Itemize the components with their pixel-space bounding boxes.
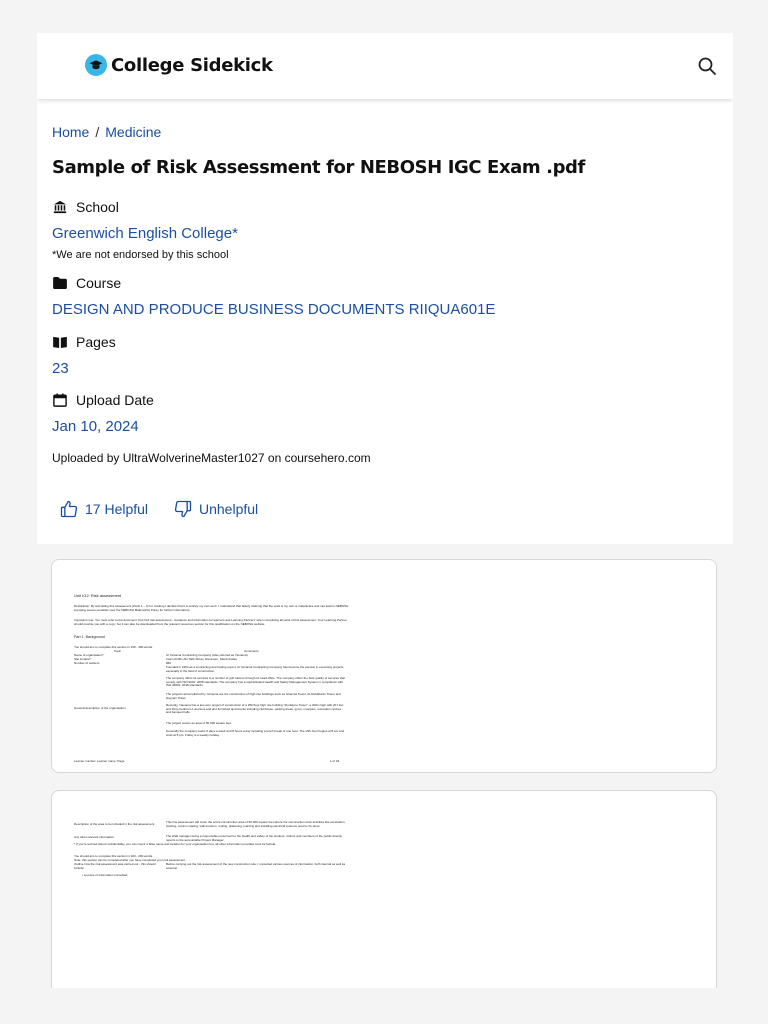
preview-col-topic: Topic	[114, 649, 122, 653]
school-link[interactable]: Greenwich English College*	[52, 225, 238, 242]
page-background-bottom	[0, 988, 768, 1024]
upload-date-value: Jan 10, 2024	[52, 418, 139, 435]
upload-date-label	[52, 392, 154, 408]
preview-row-comment: Imam Ali Bin Abi Talib Street, Dammam, Saudi Arabia	[166, 657, 237, 661]
document-preview-page-1[interactable]	[51, 559, 717, 773]
preview-row-comment: The HSE manager being a responsible personnel for the health and safety of the workers, visitors and members of the public directly reports to the accountable Project Manager.	[166, 834, 342, 842]
unhelpful-label: Unhelpful	[199, 501, 259, 517]
preview-row-topic: Name of organisation*	[74, 653, 104, 657]
preview-bullet-text: sources of information consulted;	[83, 873, 128, 877]
school-disclaimer: *We are not endorsed by this school	[52, 249, 229, 261]
brand-logo[interactable]	[85, 54, 273, 76]
page-title: Sample of Risk Assessment for NEBOSH IGC Exam .pdf	[52, 157, 585, 178]
breadcrumb	[52, 124, 161, 140]
graduation-cap-icon	[85, 54, 107, 76]
breadcrumb-home[interactable]: Home	[52, 124, 90, 140]
preview-row-comment: This risk assessment will cover the entire construction area of 50,000 square feet where the construction work activities like excavation, hoisting, column casting, wall erection, roofing, plastering, painting and installing electrical systems need to be done.	[166, 820, 346, 828]
preview-instruction: Note: this section can be completed after you have completed your risk assessment.	[74, 858, 186, 862]
preview-paragraph: Recently, Yamama has a just won project of construction of a 250 floor high rise building "Floradyne Tower", a 200m high with 20 f low and three bedroom Luxurious and and furnished apartments including clubhouse, parking areas, gyms, mosques, recreation centres and banquet halls.	[166, 703, 344, 715]
preview-footer-right: 1 of 23	[330, 759, 340, 763]
helpful-label: 17 Helpful	[85, 501, 149, 517]
breadcrumb-separator: /	[95, 124, 100, 140]
preview-area	[37, 544, 733, 988]
page-background-top	[0, 0, 768, 33]
preview-row-topic: Site location*	[74, 657, 92, 661]
document-page	[37, 33, 733, 988]
preview-confidentiality-note: * If you're worried about confidentiality, you can invent a false name and location for your organisation but, all other information provided must be factual.	[74, 842, 276, 846]
preview-footer-left: Learner number: Learner name: Page	[74, 759, 125, 763]
book-icon	[52, 334, 68, 350]
preview-outline-label: Outline how the risk assessment was carried out - this should include:	[74, 862, 156, 870]
preview-heading: Unit IG2: Risk assessment	[74, 593, 122, 598]
calendar-icon	[52, 392, 68, 408]
preview-paragraph: Founded in 1954 as a contracting and trading expert, Al Yamama Contracting Company has become the pioneer in executing projects especially in the field of construction.	[166, 665, 344, 673]
preview-row-topic: Number of workers	[74, 661, 100, 665]
brand-name: College Sidekick	[111, 54, 273, 76]
preview-col-comments: Comments	[244, 649, 259, 653]
school-label	[52, 199, 119, 215]
search-icon[interactable]	[697, 56, 717, 76]
preview-row-topic: Any other relevant information	[74, 835, 115, 839]
preview-general-label: General description of the organisation	[74, 706, 126, 710]
preview-declaration: Declaration: By submitting this assessment (Parts 1 – 4) for marking I declare that it is entirely my own work. I understand that falsely claiming that the work is my own is malpractice and can lead to NEBOSH imposing severe penalties (see the NEBOSH Malpractice Policy for further information).	[74, 604, 349, 612]
upload-date-label-text: Upload Date	[76, 392, 154, 408]
document-preview-page-2[interactable]	[51, 790, 717, 988]
preview-instruction: You should aim to complete this section in 100 - 200 words.	[74, 854, 153, 858]
site-header	[37, 33, 733, 99]
preview-paragraph: The project covers an area of 50,000 square feet.	[166, 721, 232, 725]
course-link[interactable]: DESIGN AND PRODUCE BUSINESS DOCUMENTS RIIQUA601E	[52, 301, 496, 318]
pages-value: 23	[52, 360, 69, 377]
pages-label	[52, 334, 116, 350]
unhelpful-button[interactable]	[173, 499, 258, 519]
preview-row-topic: Description of the area to be included in the risk assessment	[74, 822, 155, 826]
preview-important-note: Important note: You must refer to the document 'Unit IG2 risk assessment - Guidance and information for learners and Learning Partners' when completing all parts of this assessment. Your Learning Partner should provide you with a copy; but it can also be downloaded from the relevant resources section for this qualification on the NEBOSH website.	[74, 618, 347, 626]
pages-label-text: Pages	[76, 334, 116, 350]
preview-row-comment: Al Yamama Contracting Company (Also referred as Yamama)	[166, 653, 248, 657]
preview-row-comment: 860	[166, 661, 172, 665]
thumbs-down-icon	[173, 499, 193, 519]
preview-bullet: • sources of information consulted;	[82, 873, 128, 877]
document-details	[37, 99, 733, 544]
preview-paragraph: Generally the company works 6 days a week and 8 hours a day including a lunch break of one hour. The shift hour begins at 8 am and ends at 5 pm. Friday is a weekly holiday.	[166, 729, 345, 737]
helpful-button[interactable]	[59, 499, 148, 519]
uploader-info: Uploaded by UltraWolverineMaster1027 on coursehero.com	[52, 451, 371, 465]
course-label	[52, 275, 121, 291]
school-building-icon	[52, 199, 68, 215]
preview-part-heading: Part 1: Background	[74, 635, 105, 639]
thumbs-up-icon	[59, 499, 79, 519]
preview-outline-comment: Before carrying out the risk assessment of the new construction site, I consulted various sources of information, both internal as well as external.	[166, 862, 346, 870]
preview-instruction: You should aim to complete this section in 150 - 300 words.	[74, 645, 153, 649]
course-label-text: Course	[76, 275, 122, 291]
school-label-text: School	[76, 199, 119, 215]
folder-icon	[52, 275, 68, 291]
breadcrumb-medicine[interactable]: Medicine	[105, 124, 162, 140]
preview-paragraph: The company offers its services to a number of gulf nations through its head office. The company offers the best quality of services that comply with ISO 9001: 2008 standards. The company has a sophisticated Health and Safety Management System in compliance with ISO 45001: 2018 standards.	[166, 676, 345, 688]
preview-paragraph: The projects accomplished by Yamama are the construction of high-rise buildings such as Ghamas Tower, Al AbdulKarim Tower and Hayyani Tower.	[166, 692, 341, 700]
